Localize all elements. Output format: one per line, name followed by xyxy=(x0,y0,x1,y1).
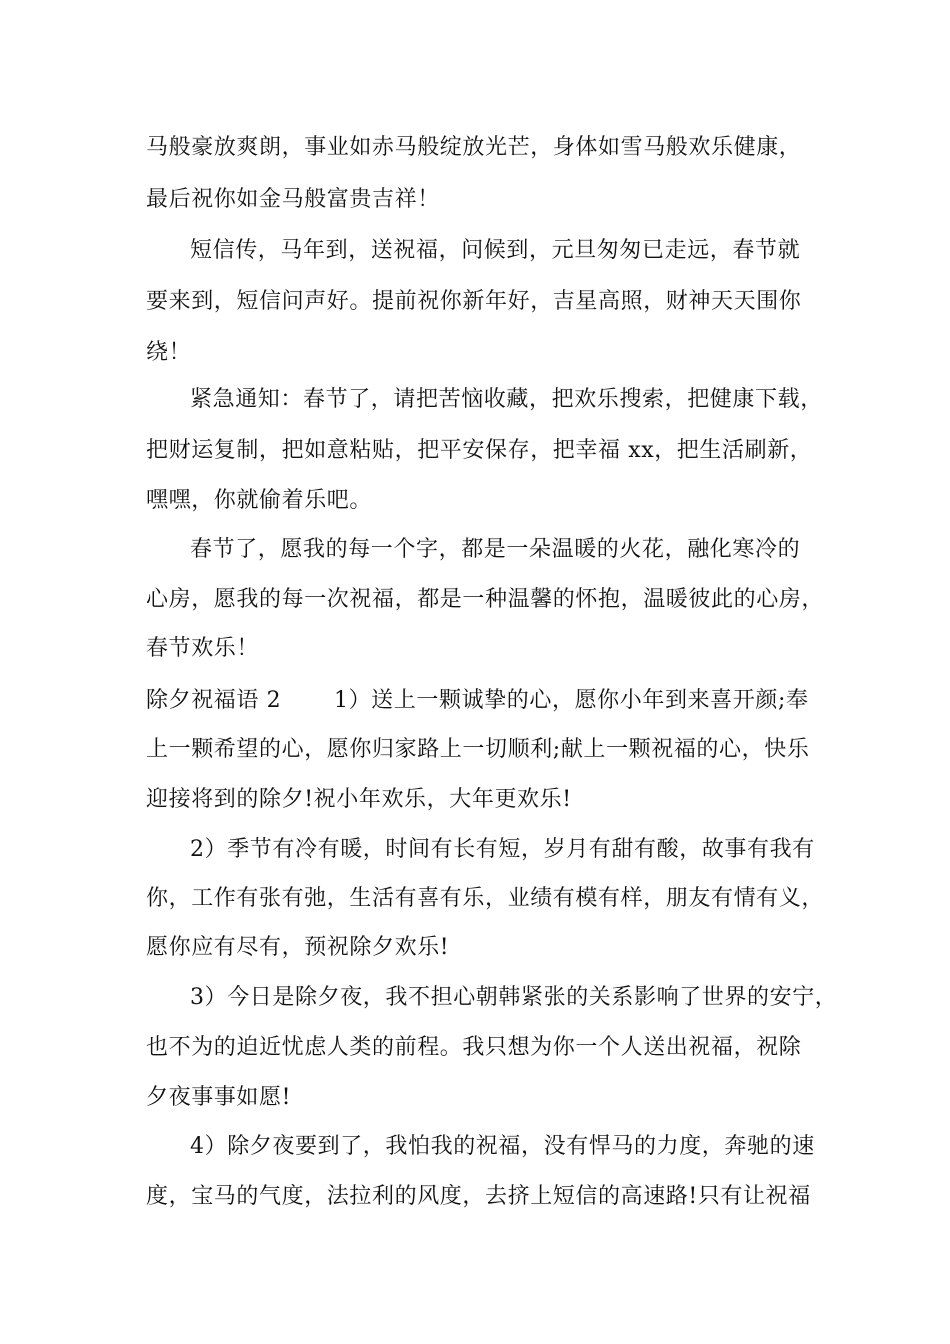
text-line: 也不为的迫近忧虑人类的前程。我只想为你一个人送出祝福，祝除 xyxy=(146,1035,802,1060)
text-line: 夕夜事事如愿! xyxy=(146,1085,292,1110)
text-line: 要来到，短信问声好。提前祝你新年好，吉星高照，财神天天围你 xyxy=(146,289,802,314)
text-line: 愿你应有尽有，预祝除夕欢乐! xyxy=(146,935,450,960)
paragraph-first-line: 4）除夕夜要到了，我怕我的祝福，没有悍马的力度，奔驰的速 xyxy=(190,1134,815,1159)
text-line: 把财运复制，把如意粘贴，把平安保存，把幸福 xx，把生活刷新， xyxy=(146,438,813,463)
text-line: 嘿嘿，你就偷着乐吧。 xyxy=(146,488,373,513)
text-line: 春节欢乐！ xyxy=(146,636,260,661)
text-line: 最后祝你如金马般富贵吉祥！ xyxy=(146,187,440,212)
text-line: 度，宝马的气度，法拉利的风度，去挤上短信的高速路!只有让祝福 xyxy=(146,1184,811,1209)
paragraph-first-line: 短信传，马年到，送祝福，问候到，元旦匆匆已走远，春节就 xyxy=(190,238,801,263)
text-line: 上一颗希望的心，愿你归家路上一切顺利;献上一颗祝福的心，快乐 xyxy=(146,737,810,762)
text-line: 迎接将到的除夕!祝小年欢乐，大年更欢乐! xyxy=(146,787,572,812)
paragraph-first-line: 紧急通知：春节了，请把苦恼收藏，把欢乐搜索，把健康下载， xyxy=(190,387,823,412)
text-line: 心房，愿我的每一次祝福，都是一种温馨的怀抱，温暖彼此的心房， xyxy=(146,587,825,612)
paragraph-first-line: 春节了，愿我的每一个字，都是一朵温暖的火花，融化寒冷的 xyxy=(190,537,801,562)
text-line: 绕！ xyxy=(146,340,192,365)
paragraph-first-line: 3）今日是除夕夜，我不担心朝韩紧张的关系影响了世界的安宁， xyxy=(190,985,838,1010)
section-heading-line: 除夕祝福语 2 1）送上一颗诚挚的心，愿你小年到来喜开颜;奉 xyxy=(146,688,809,713)
text-line: 你，工作有张有弛，生活有喜有乐，业绩有模有样，朋友有情有义， xyxy=(146,886,825,911)
paragraph-first-line: 2）季节有冷有暖，时间有长有短，岁月有甜有酸，故事有我有 xyxy=(190,837,815,862)
text-line: 马般豪放爽朗，事业如赤马般绽放光芒，身体如雪马般欢乐健康， xyxy=(146,135,802,160)
